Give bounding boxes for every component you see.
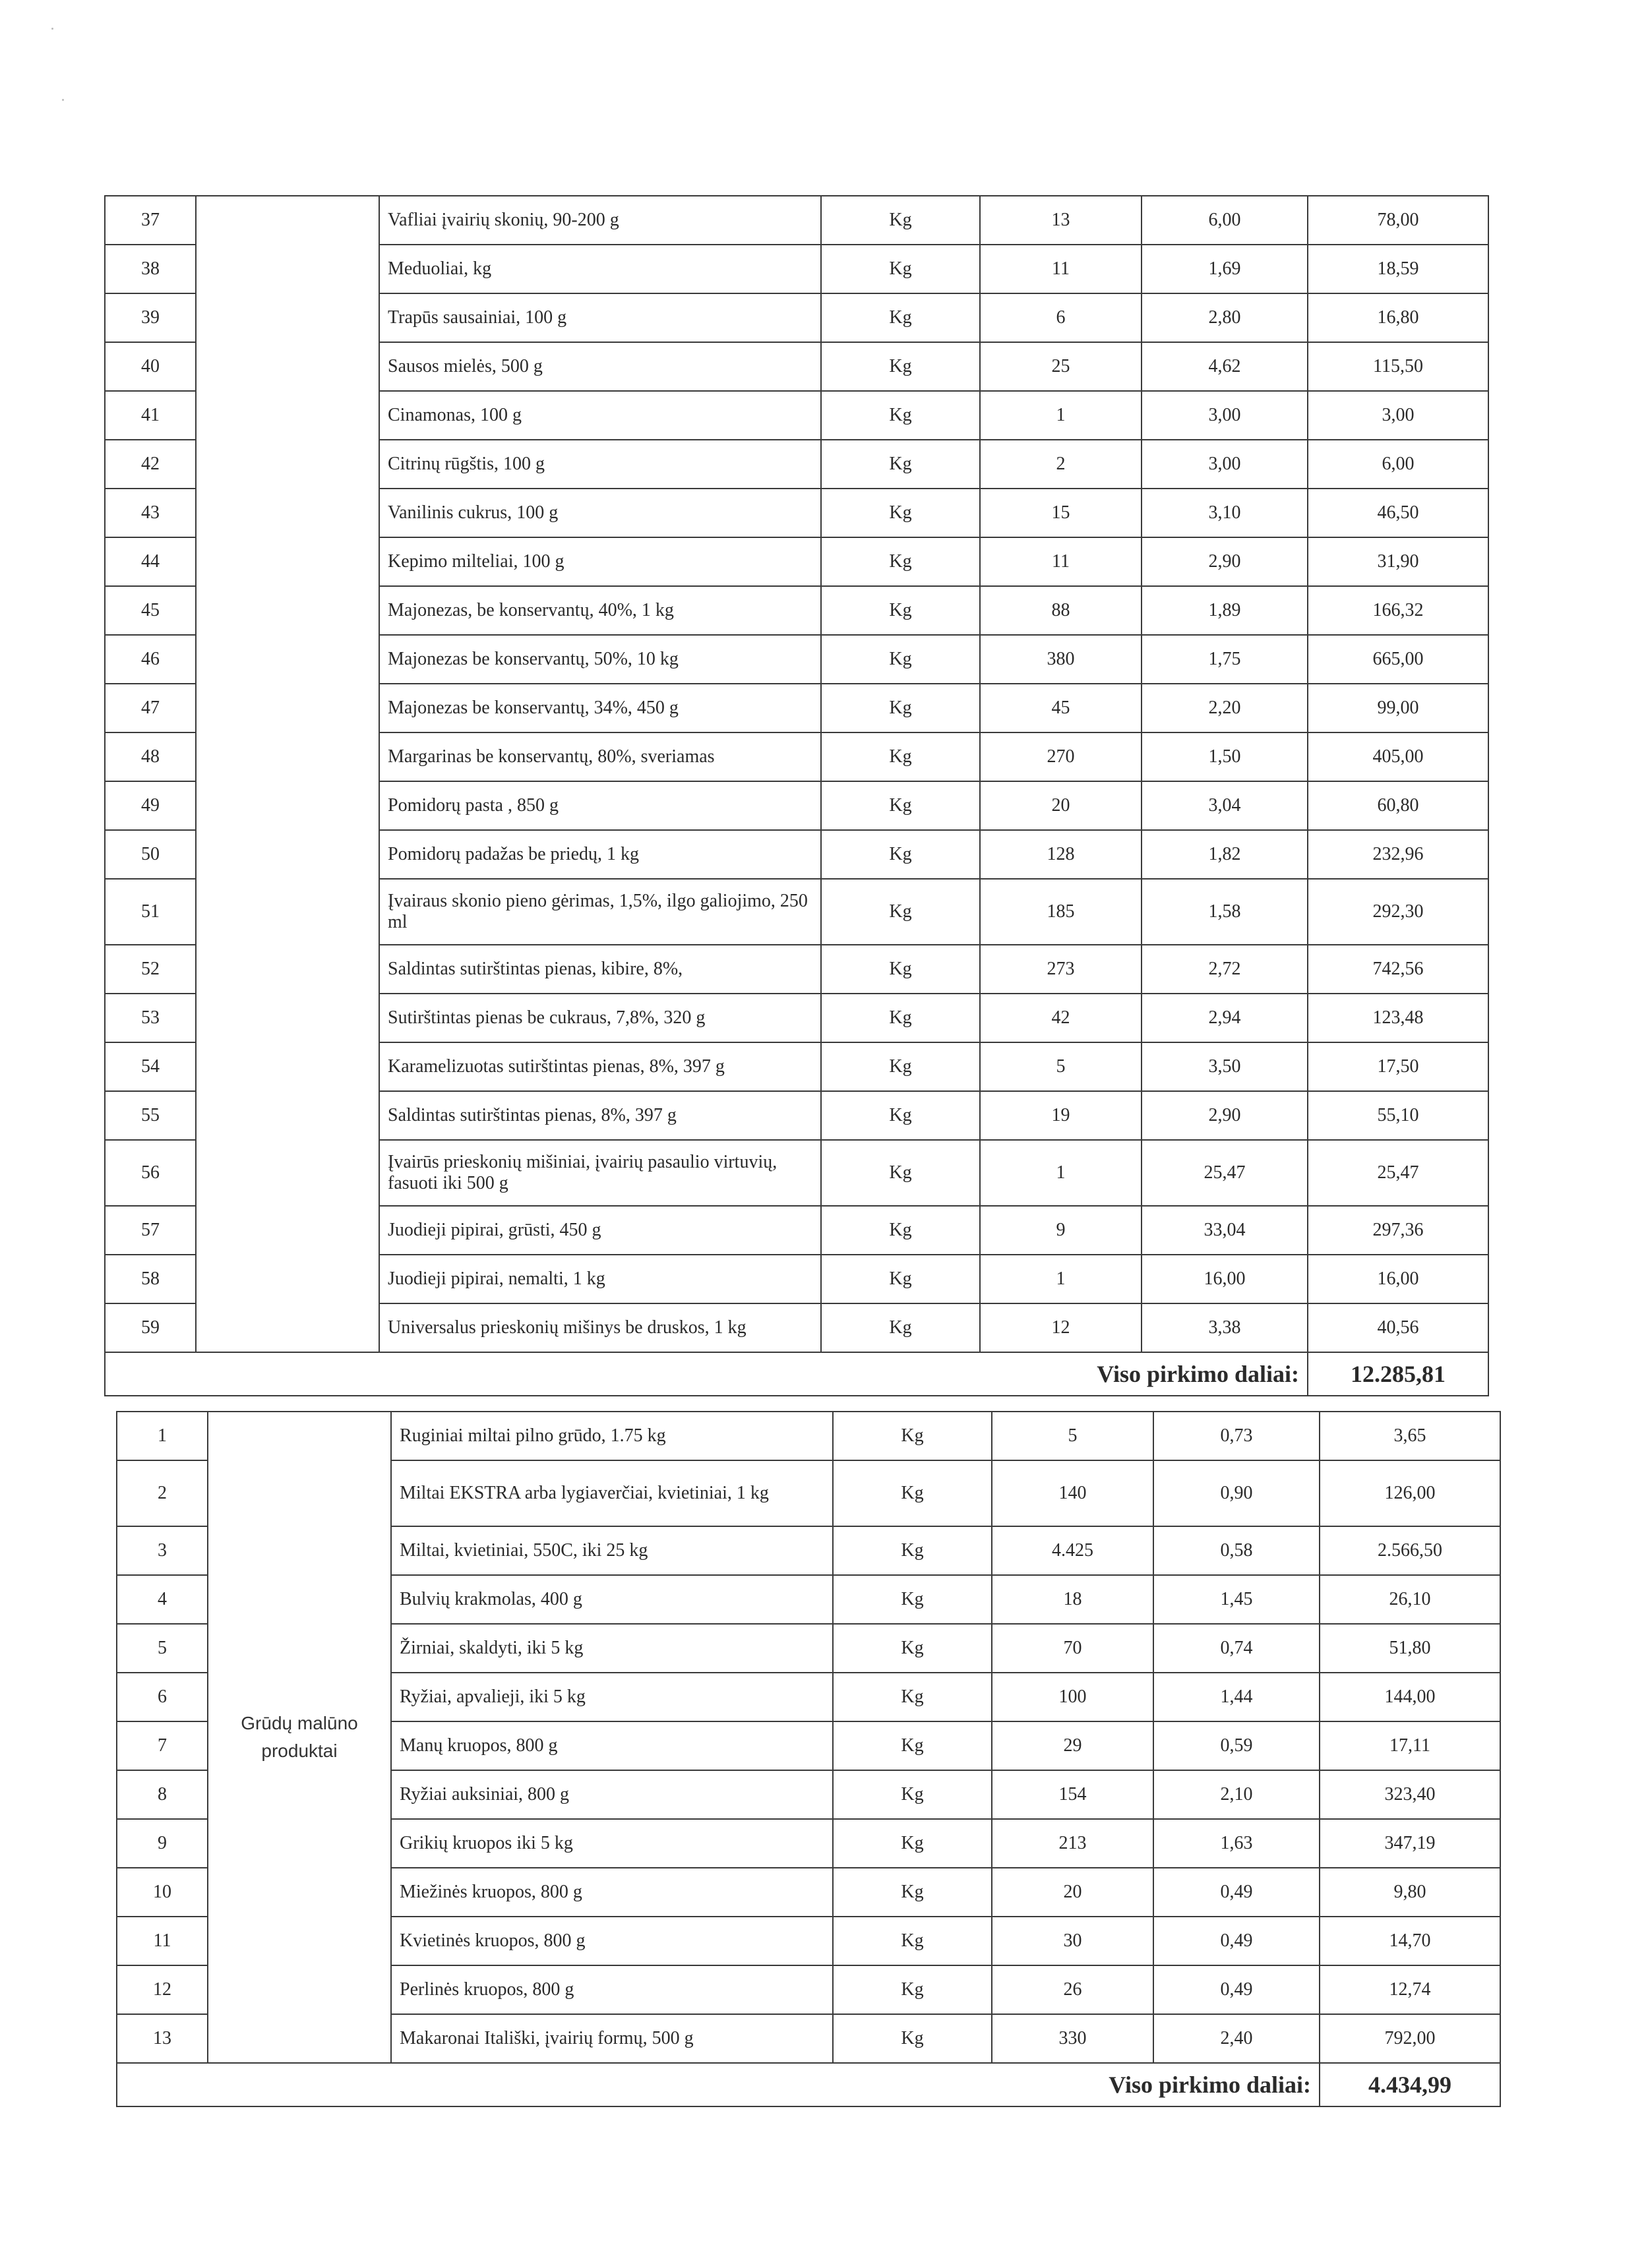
category-cell: Grūdų malūno produktai — [208, 1412, 391, 2063]
quantity-cell: 13 — [980, 196, 1142, 245]
quantity-cell: 6 — [980, 293, 1142, 342]
item-description: Grikių kruopos iki 5 kg — [391, 1819, 833, 1868]
unit-cell: Kg — [833, 1819, 992, 1868]
unit-cell: Kg — [821, 196, 980, 245]
item-description: Pomidorų pasta , 850 g — [379, 781, 821, 830]
row-total-cell: 18,59 — [1308, 245, 1488, 293]
item-description: Saldintas sutirštintas pienas, 8%, 397 g — [379, 1091, 821, 1140]
unit-cell: Kg — [833, 1412, 992, 1460]
row-total-cell: 6,00 — [1308, 440, 1488, 489]
row-total-cell: 292,30 — [1308, 879, 1488, 945]
quantity-cell: 2 — [980, 440, 1142, 489]
row-number: 56 — [105, 1140, 196, 1206]
item-description: Kepimo milteliai, 100 g — [379, 537, 821, 586]
unit-cell: Kg — [821, 342, 980, 391]
item-description: Sausos mielės, 500 g — [379, 342, 821, 391]
row-total-cell: 78,00 — [1308, 196, 1488, 245]
row-number: 2 — [117, 1460, 208, 1526]
unit-cell: Kg — [833, 1460, 992, 1526]
row-total-cell: 16,80 — [1308, 293, 1488, 342]
item-description: Sutirštintas pienas be cukraus, 7,8%, 320 g — [379, 994, 821, 1042]
unit-price-cell: 3,10 — [1142, 489, 1308, 537]
item-description: Margarinas be konservantų, 80%, sveriamas — [379, 732, 821, 781]
item-description: Miltai EKSTRA arba lygiaverčiai, kvietiniai, 1 kg — [391, 1460, 833, 1526]
row-total-cell: 26,10 — [1320, 1575, 1500, 1624]
unit-cell: Kg — [821, 994, 980, 1042]
quantity-cell: 270 — [980, 732, 1142, 781]
item-description: Perlinės kruopos, 800 g — [391, 1965, 833, 2014]
quantity-cell: 5 — [992, 1412, 1153, 1460]
row-number: 13 — [117, 2014, 208, 2063]
unit-price-cell: 0,90 — [1153, 1460, 1320, 1526]
table-row — [105, 196, 1488, 245]
unit-price-cell: 2,94 — [1142, 994, 1308, 1042]
unit-cell: Kg — [821, 1091, 980, 1140]
unit-price-cell: 3,00 — [1142, 440, 1308, 489]
unit-price-cell: 2,90 — [1142, 537, 1308, 586]
row-number: 37 — [105, 196, 196, 245]
item-description: Saldintas sutirštintas pienas, kibire, 8%, — [379, 945, 821, 994]
row-number: 54 — [105, 1042, 196, 1091]
item-description: Meduoliai, kg — [379, 245, 821, 293]
scan-speck — [62, 99, 64, 101]
quantity-cell: 140 — [992, 1460, 1153, 1526]
row-number: 39 — [105, 293, 196, 342]
row-total-cell: 297,36 — [1308, 1206, 1488, 1255]
quantity-cell: 18 — [992, 1575, 1153, 1624]
unit-cell: Kg — [821, 391, 980, 440]
unit-cell: Kg — [833, 1673, 992, 1721]
quantity-cell: 4.425 — [992, 1526, 1153, 1575]
unit-price-cell: 0,59 — [1153, 1721, 1320, 1770]
row-number: 4 — [117, 1575, 208, 1624]
row-total-cell: 405,00 — [1308, 732, 1488, 781]
unit-price-cell: 0,49 — [1153, 1965, 1320, 2014]
row-number: 3 — [117, 1526, 208, 1575]
quantity-cell: 19 — [980, 1091, 1142, 1140]
quantity-cell: 154 — [992, 1770, 1153, 1819]
row-number: 6 — [117, 1673, 208, 1721]
quantity-cell: 42 — [980, 994, 1142, 1042]
row-number: 7 — [117, 1721, 208, 1770]
item-description: Pomidorų padažas be priedų, 1 kg — [379, 830, 821, 879]
quantity-cell: 128 — [980, 830, 1142, 879]
row-total-cell: 99,00 — [1308, 684, 1488, 732]
unit-price-cell: 0,74 — [1153, 1624, 1320, 1673]
item-description: Vanilinis cukrus, 100 g — [379, 489, 821, 537]
section-total-row — [117, 2063, 1500, 2106]
quantity-cell: 330 — [992, 2014, 1153, 2063]
unit-price-cell: 1,82 — [1142, 830, 1308, 879]
row-total-cell: 123,48 — [1308, 994, 1488, 1042]
row-total-cell: 51,80 — [1320, 1624, 1500, 1673]
unit-cell: Kg — [821, 293, 980, 342]
unit-price-cell: 1,89 — [1142, 586, 1308, 635]
row-total-cell: 323,40 — [1320, 1770, 1500, 1819]
unit-cell: Kg — [833, 1526, 992, 1575]
row-number: 51 — [105, 879, 196, 945]
total-value: 12.285,81 — [1308, 1352, 1488, 1396]
total-label: Viso pirkimo daliai: — [117, 2063, 1320, 2106]
row-total-cell: 40,56 — [1308, 1303, 1488, 1352]
unit-cell: Kg — [821, 440, 980, 489]
row-total-cell: 144,00 — [1320, 1673, 1500, 1721]
unit-cell: Kg — [821, 1255, 980, 1303]
row-total-cell: 665,00 — [1308, 635, 1488, 684]
quantity-cell: 20 — [980, 781, 1142, 830]
unit-price-cell: 1,69 — [1142, 245, 1308, 293]
unit-cell: Kg — [821, 732, 980, 781]
row-number: 43 — [105, 489, 196, 537]
row-number: 5 — [117, 1624, 208, 1673]
quantity-cell: 15 — [980, 489, 1142, 537]
unit-price-cell: 2,72 — [1142, 945, 1308, 994]
row-number: 10 — [117, 1868, 208, 1917]
quantity-cell: 213 — [992, 1819, 1153, 1868]
unit-price-cell: 1,50 — [1142, 732, 1308, 781]
unit-price-cell: 3,00 — [1142, 391, 1308, 440]
quantity-cell: 70 — [992, 1624, 1153, 1673]
row-total-cell: 46,50 — [1308, 489, 1488, 537]
unit-cell: Kg — [821, 830, 980, 879]
unit-price-cell: 1,58 — [1142, 879, 1308, 945]
total-value: 4.434,99 — [1320, 2063, 1500, 2106]
unit-price-cell: 2,80 — [1142, 293, 1308, 342]
quantity-cell: 100 — [992, 1673, 1153, 1721]
unit-price-cell: 25,47 — [1142, 1140, 1308, 1206]
unit-price-cell: 2,10 — [1153, 1770, 1320, 1819]
section-total-row — [105, 1352, 1488, 1396]
unit-price-cell: 0,73 — [1153, 1412, 1320, 1460]
row-total-cell: 16,00 — [1308, 1255, 1488, 1303]
row-total-cell: 9,80 — [1320, 1868, 1500, 1917]
row-total-cell: 2.566,50 — [1320, 1526, 1500, 1575]
item-description: Juodieji pipirai, grūsti, 450 g — [379, 1206, 821, 1255]
unit-cell: Kg — [821, 1042, 980, 1091]
item-description: Cinamonas, 100 g — [379, 391, 821, 440]
quantity-cell: 1 — [980, 1255, 1142, 1303]
quantity-cell: 9 — [980, 1206, 1142, 1255]
unit-cell: Kg — [821, 635, 980, 684]
row-number: 46 — [105, 635, 196, 684]
row-total-cell: 126,00 — [1320, 1460, 1500, 1526]
row-number: 48 — [105, 732, 196, 781]
row-total-cell: 347,19 — [1320, 1819, 1500, 1868]
total-label: Viso pirkimo daliai: — [105, 1352, 1308, 1396]
unit-cell: Kg — [821, 781, 980, 830]
quantity-cell: 30 — [992, 1917, 1153, 1965]
unit-price-cell: 0,58 — [1153, 1526, 1320, 1575]
row-number: 41 — [105, 391, 196, 440]
unit-cell: Kg — [833, 1917, 992, 1965]
quantity-cell: 185 — [980, 879, 1142, 945]
row-total-cell: 166,32 — [1308, 586, 1488, 635]
row-number: 38 — [105, 245, 196, 293]
items-table-section-1 — [104, 195, 1489, 1396]
unit-price-cell: 0,49 — [1153, 1917, 1320, 1965]
row-number: 9 — [117, 1819, 208, 1868]
unit-price-cell: 1,45 — [1153, 1575, 1320, 1624]
quantity-cell: 12 — [980, 1303, 1142, 1352]
row-number: 52 — [105, 945, 196, 994]
unit-cell: Kg — [821, 489, 980, 537]
item-description: Citrinų rūgštis, 100 g — [379, 440, 821, 489]
row-number: 53 — [105, 994, 196, 1042]
row-number: 42 — [105, 440, 196, 489]
quantity-cell: 1 — [980, 391, 1142, 440]
row-total-cell: 12,74 — [1320, 1965, 1500, 2014]
row-total-cell: 3,65 — [1320, 1412, 1500, 1460]
row-number: 45 — [105, 586, 196, 635]
item-description: Majonezas, be konservantų, 40%, 1 kg — [379, 586, 821, 635]
unit-cell: Kg — [821, 879, 980, 945]
category-cell — [196, 196, 379, 1352]
unit-cell: Kg — [821, 945, 980, 994]
unit-price-cell: 2,20 — [1142, 684, 1308, 732]
unit-price-cell: 0,49 — [1153, 1868, 1320, 1917]
row-total-cell: 3,00 — [1308, 391, 1488, 440]
quantity-cell: 273 — [980, 945, 1142, 994]
unit-price-cell: 3,04 — [1142, 781, 1308, 830]
row-number: 8 — [117, 1770, 208, 1819]
quantity-cell: 20 — [992, 1868, 1153, 1917]
item-description: Įvairūs prieskonių mišiniai, įvairių pasaulio virtuvių, fasuoti iki 500 g — [379, 1140, 821, 1206]
unit-price-cell: 33,04 — [1142, 1206, 1308, 1255]
unit-price-cell: 3,50 — [1142, 1042, 1308, 1091]
row-total-cell: 14,70 — [1320, 1917, 1500, 1965]
item-description: Makaronai Itališki, įvairių formų, 500 g — [391, 2014, 833, 2063]
row-number: 55 — [105, 1091, 196, 1140]
item-description: Karamelizuotas sutirštintas pienas, 8%, 397 g — [379, 1042, 821, 1091]
unit-price-cell: 1,44 — [1153, 1673, 1320, 1721]
item-description: Bulvių krakmolas, 400 g — [391, 1575, 833, 1624]
table-row — [117, 1412, 1500, 1460]
unit-cell: Kg — [833, 1965, 992, 2014]
row-total-cell: 25,47 — [1308, 1140, 1488, 1206]
row-total-cell: 792,00 — [1320, 2014, 1500, 2063]
unit-price-cell: 1,75 — [1142, 635, 1308, 684]
row-total-cell: 55,10 — [1308, 1091, 1488, 1140]
item-description: Majonezas be konservantų, 50%, 10 kg — [379, 635, 821, 684]
item-description: Vafliai įvairių skonių, 90-200 g — [379, 196, 821, 245]
unit-price-cell: 16,00 — [1142, 1255, 1308, 1303]
row-number: 44 — [105, 537, 196, 586]
quantity-cell: 88 — [980, 586, 1142, 635]
item-description: Ryžiai, apvalieji, iki 5 kg — [391, 1673, 833, 1721]
quantity-cell: 29 — [992, 1721, 1153, 1770]
unit-price-cell: 2,90 — [1142, 1091, 1308, 1140]
unit-cell: Kg — [821, 1140, 980, 1206]
unit-cell: Kg — [821, 586, 980, 635]
quantity-cell: 25 — [980, 342, 1142, 391]
items-table-section-2 — [116, 1411, 1501, 2107]
unit-cell: Kg — [821, 245, 980, 293]
row-number: 12 — [117, 1965, 208, 2014]
row-number: 50 — [105, 830, 196, 879]
quantity-cell: 5 — [980, 1042, 1142, 1091]
row-total-cell: 60,80 — [1308, 781, 1488, 830]
row-number: 40 — [105, 342, 196, 391]
item-description: Žirniai, skaldyti, iki 5 kg — [391, 1624, 833, 1673]
item-description: Manų kruopos, 800 g — [391, 1721, 833, 1770]
unit-price-cell: 3,38 — [1142, 1303, 1308, 1352]
item-description: Ruginiai miltai pilno grūdo, 1.75 kg — [391, 1412, 833, 1460]
item-description: Juodieji pipirai, nemalti, 1 kg — [379, 1255, 821, 1303]
item-description: Miltai, kvietiniai, 550C, iki 25 kg — [391, 1526, 833, 1575]
unit-cell: Kg — [833, 1721, 992, 1770]
item-description: Kvietinės kruopos, 800 g — [391, 1917, 833, 1965]
row-number: 47 — [105, 684, 196, 732]
unit-cell: Kg — [821, 537, 980, 586]
quantity-cell: 11 — [980, 245, 1142, 293]
row-number: 49 — [105, 781, 196, 830]
unit-cell: Kg — [833, 1770, 992, 1819]
row-total-cell: 232,96 — [1308, 830, 1488, 879]
unit-price-cell: 6,00 — [1142, 196, 1308, 245]
quantity-cell: 1 — [980, 1140, 1142, 1206]
unit-cell: Kg — [833, 1868, 992, 1917]
item-description: Įvairaus skonio pieno gėrimas, 1,5%, ilgo galiojimo, 250 ml — [379, 879, 821, 945]
row-number: 57 — [105, 1206, 196, 1255]
item-description: Universalus prieskonių mišinys be druskos, 1 kg — [379, 1303, 821, 1352]
row-total-cell: 31,90 — [1308, 537, 1488, 586]
row-number: 1 — [117, 1412, 208, 1460]
quantity-cell: 11 — [980, 537, 1142, 586]
item-description: Miežinės kruopos, 800 g — [391, 1868, 833, 1917]
unit-price-cell: 1,63 — [1153, 1819, 1320, 1868]
row-number: 58 — [105, 1255, 196, 1303]
unit-cell: Kg — [821, 684, 980, 732]
quantity-cell: 26 — [992, 1965, 1153, 2014]
row-total-cell: 17,50 — [1308, 1042, 1488, 1091]
quantity-cell: 380 — [980, 635, 1142, 684]
quantity-cell: 45 — [980, 684, 1142, 732]
row-total-cell: 742,56 — [1308, 945, 1488, 994]
row-total-cell: 17,11 — [1320, 1721, 1500, 1770]
unit-cell: Kg — [833, 1624, 992, 1673]
unit-price-cell: 2,40 — [1153, 2014, 1320, 2063]
unit-cell: Kg — [821, 1303, 980, 1352]
row-number: 11 — [117, 1917, 208, 1965]
unit-cell: Kg — [833, 2014, 992, 2063]
scan-speck — [51, 28, 53, 30]
unit-cell: Kg — [821, 1206, 980, 1255]
unit-cell: Kg — [833, 1575, 992, 1624]
item-description: Majonezas be konservantų, 34%, 450 g — [379, 684, 821, 732]
unit-price-cell: 4,62 — [1142, 342, 1308, 391]
row-number: 59 — [105, 1303, 196, 1352]
row-total-cell: 115,50 — [1308, 342, 1488, 391]
item-description: Trapūs sausainiai, 100 g — [379, 293, 821, 342]
item-description: Ryžiai auksiniai, 800 g — [391, 1770, 833, 1819]
